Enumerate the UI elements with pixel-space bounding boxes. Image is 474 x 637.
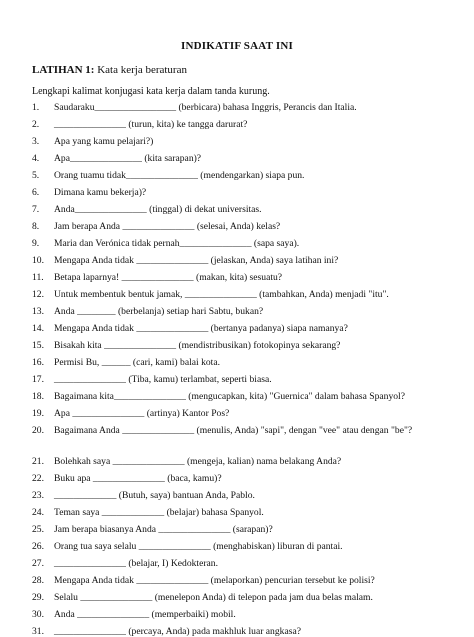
- item-number: 18.: [32, 391, 54, 403]
- item-number: 15.: [32, 340, 54, 352]
- item-number: 29.: [32, 592, 54, 604]
- item-text: Betapa laparnya! _______________ (makan, kita) sesuatu?: [54, 272, 282, 283]
- page-title: INDIKATIF SAAT INI: [0, 40, 474, 52]
- exercise-item: [32, 136, 442, 148]
- item-text: Dimana kamu bekerja)?: [54, 187, 146, 198]
- item-number: 5.: [32, 170, 54, 182]
- item-text: Buku apa _______________ (baca, kamu)?: [54, 473, 222, 484]
- item-text: Permisi Bu, ______ (cari, kami) balai kota.: [54, 357, 220, 368]
- item-text: _______________ (percaya, Anda) pada makhluk luar angkasa?: [54, 626, 301, 637]
- item-number: 3.: [32, 136, 54, 148]
- item-number: 17.: [32, 374, 54, 386]
- exercise-item: [32, 490, 442, 502]
- exercise-item: [32, 374, 442, 386]
- item-number: 30.: [32, 609, 54, 621]
- item-number: 12.: [32, 289, 54, 301]
- item-text: _______________ (Tiba, kamu) terlambat, seperti biasa.: [54, 374, 272, 385]
- exercise-item: [32, 507, 442, 519]
- item-number: 2.: [32, 119, 54, 131]
- item-text: Mengapa Anda tidak _______________ (bertanya padanya) siapa namanya?: [54, 323, 348, 334]
- item-text: Jam berapa biasanya Anda _______________ (sarapan)?: [54, 524, 273, 535]
- item-number: 16.: [32, 357, 54, 369]
- exercise-item: [32, 575, 442, 587]
- item-number: 28.: [32, 575, 54, 587]
- item-number: 6.: [32, 187, 54, 199]
- instruction-text: Lengkapi kalimat konjugasi kata kerja dalam tanda kurung.: [32, 86, 270, 97]
- exercise-item: [32, 425, 442, 437]
- exercise-item: [32, 391, 442, 403]
- exercise-item: [32, 323, 442, 335]
- item-number: 22.: [32, 473, 54, 485]
- section-label: LATIHAN 1:: [32, 64, 94, 76]
- exercise-item: [32, 558, 442, 570]
- item-number: 10.: [32, 255, 54, 267]
- item-text: Bagaimana Anda _______________ (menulis, Anda) "sapi", dengan "vee" atau dengan "be"?: [54, 425, 440, 437]
- item-text: Jam berapa Anda _______________ (selesai, Anda) kelas?: [54, 221, 280, 232]
- item-text: Maria dan Verónica tidak pernah_______________ (sapa saya).: [54, 238, 299, 249]
- exercise-item: [32, 255, 442, 267]
- item-text: Bagaimana kita_______________ (mengucapkan, kita) "Guernica" dalam bahasa Spanyol?: [54, 391, 405, 402]
- item-text: Mengapa Anda tidak _______________ (jelaskan, Anda) saya latihan ini?: [54, 255, 338, 266]
- item-text: Orang tua saya selalu _______________ (menghabiskan) liburan di pantai.: [54, 541, 343, 552]
- exercise-item: [32, 289, 442, 301]
- exercise-item: [32, 204, 442, 216]
- item-number: 1.: [32, 102, 54, 114]
- item-text: Bisakah kita _______________ (mendistribusikan) fotokopinya sekarang?: [54, 340, 340, 351]
- item-text: _______________ (belajar, I) Kedokteran.: [54, 558, 218, 569]
- item-text: Anda ________ (berbelanja) setiap hari Sabtu, bukan?: [54, 306, 263, 317]
- exercise-item: [32, 456, 442, 468]
- item-text: Anda_______________ (tinggal) di dekat universitas.: [54, 204, 262, 215]
- exercise-item: [32, 473, 442, 485]
- exercise-item: [32, 187, 442, 199]
- item-number: 20.: [32, 425, 54, 437]
- item-number: 26.: [32, 541, 54, 553]
- exercise-item: [32, 102, 442, 114]
- item-number: 27.: [32, 558, 54, 570]
- item-number: 8.: [32, 221, 54, 233]
- exercise-item: [32, 340, 442, 352]
- exercise-item: [32, 221, 442, 233]
- exercise-item: [32, 272, 442, 284]
- item-text: Apa _______________ (artinya) Kantor Pos?: [54, 408, 229, 419]
- item-text: Selalu _______________ (menelepon Anda) di telepon pada jam dua belas malam.: [54, 592, 373, 603]
- exercise-item: [32, 609, 442, 621]
- item-number: 7.: [32, 204, 54, 216]
- exercise-item: [32, 541, 442, 553]
- exercise-item: [32, 524, 442, 536]
- item-number: 25.: [32, 524, 54, 536]
- exercise-item: [32, 357, 442, 369]
- exercise-item: [32, 170, 442, 182]
- item-text: Anda _______________ (memperbaiki) mobil.: [54, 609, 236, 620]
- item-text: Bolehkah saya _______________ (mengeja, kalian) nama belakang Anda?: [54, 456, 341, 467]
- exercise-item: [32, 153, 442, 165]
- item-number: 24.: [32, 507, 54, 519]
- item-number: 14.: [32, 323, 54, 335]
- item-number: 19.: [32, 408, 54, 420]
- item-number: 23.: [32, 490, 54, 502]
- item-text: Mengapa Anda tidak _______________ (melaporkan) pencurian tersebut ke polisi?: [54, 575, 375, 586]
- item-number: 31.: [32, 626, 54, 637]
- item-text: _______________ (turun, kita) ke tangga darurat?: [54, 119, 247, 130]
- item-number: 13.: [32, 306, 54, 318]
- item-text: Apa yang kamu pelajari?): [54, 136, 153, 147]
- exercise-item: [32, 119, 442, 131]
- item-text: _____________ (Butuh, saya) bantuan Anda, Pablo.: [54, 490, 255, 501]
- item-text: Teman saya _____________ (belajar) bahasa Spanyol.: [54, 507, 264, 518]
- section-name: Kata kerja beraturan: [97, 64, 187, 76]
- exercise-item: [32, 306, 442, 318]
- exercise-item: [32, 626, 442, 637]
- section-heading: [32, 64, 187, 76]
- item-number: 9.: [32, 238, 54, 250]
- item-number: 11.: [32, 272, 54, 284]
- item-text: Orang tuamu tidak_______________ (mendengarkan) siapa pun.: [54, 170, 304, 181]
- item-text: Untuk membentuk bentuk jamak, _______________ (tambahkan, Anda) menjadi "itu".: [54, 289, 389, 300]
- item-number: 4.: [32, 153, 54, 165]
- item-text: Apa_______________ (kita sarapan)?: [54, 153, 201, 164]
- exercise-item: [32, 238, 442, 250]
- exercise-item: [32, 408, 442, 420]
- item-text: Saudaraku_________________ (berbicara) bahasa Inggris, Perancis dan Italia.: [54, 102, 357, 113]
- item-number: 21.: [32, 456, 54, 468]
- exercise-item: [32, 592, 442, 604]
